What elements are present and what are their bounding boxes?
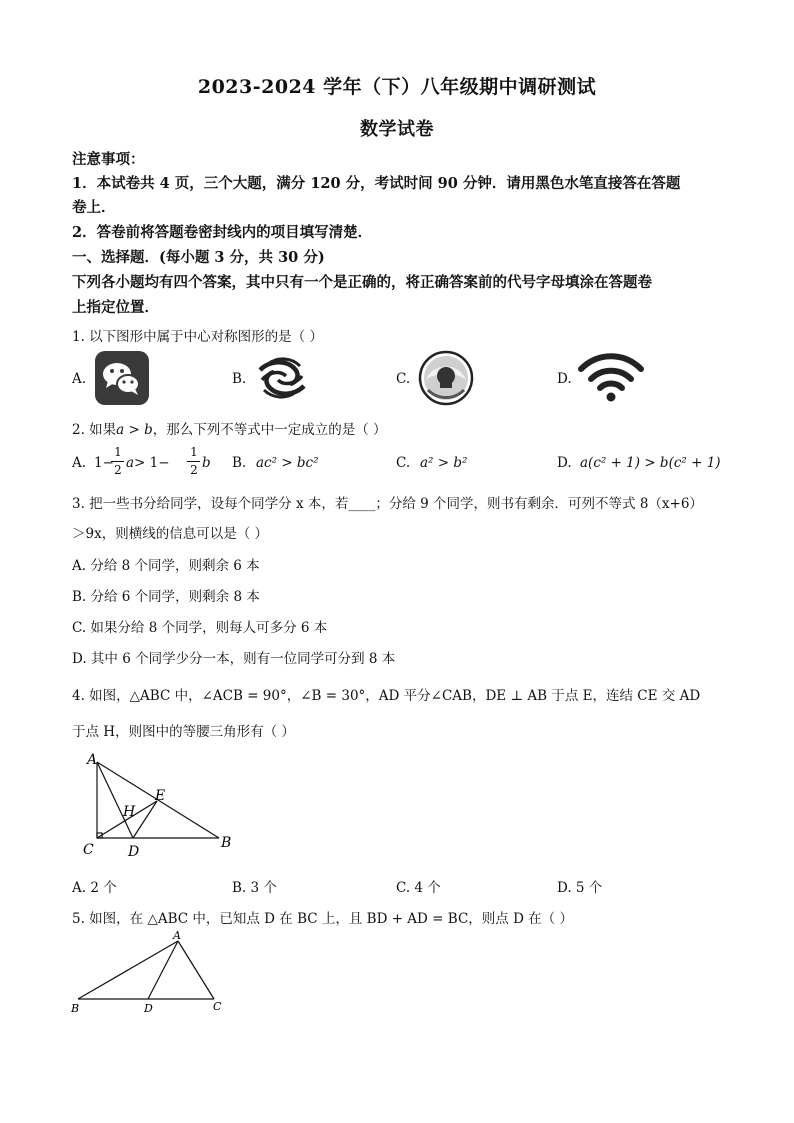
- q1-option-c-label: C.: [396, 371, 411, 387]
- q5-label-b: B: [71, 1002, 80, 1015]
- q4-line2: 于点 H，则图中的等腰三角形有（ ）: [72, 724, 295, 740]
- q3-option-c: C. 如果分给 8 个同学，则每人可多分 6 本: [72, 620, 328, 636]
- china-mobile-logo-icon: [254, 350, 310, 410]
- page-title: 2023-2024 学年（下）八年级期中调研测试: [197, 76, 597, 98]
- q2-stem-cond: a > b: [116, 422, 153, 438]
- wifi-icon: [578, 352, 644, 408]
- q5-triangle-figure: [66, 927, 236, 1023]
- q2-option-a-mid: > 1−: [134, 455, 170, 471]
- q3-line1: 3. 把一些书分给同学，设每个同学分 x 本，若____；分给 9 个同学，则书有剩余．可列不等式 8（x+6）: [72, 496, 703, 512]
- q2-option-a-one: 1−: [94, 455, 114, 471]
- notes-item1-line2: 卷上．: [72, 199, 116, 216]
- section1-heading: 一、选择题．(每小题 3 分，共 30 分): [72, 249, 325, 266]
- q5-label-a: A: [173, 929, 181, 942]
- q4-line1: 4. 如图，△ABC 中，∠ACB = 90°，∠B = 30°，AD 平分∠CAB，DE ⊥ AB 于点 E，连结 CE 交 AD: [72, 688, 701, 704]
- q3-option-d: D. 其中 6 个同学少分一本，则有一位同学可分到 8 本: [72, 651, 396, 667]
- q4-option-b: B. 3 个: [232, 880, 277, 896]
- q2-option-a-frac2-num: 1: [190, 445, 198, 459]
- q2-option-d: a(c² + 1) > b(c² + 1): [580, 455, 721, 471]
- q4-label-a: A: [87, 752, 98, 768]
- q2-option-b: ac² > bc²: [256, 455, 319, 471]
- q1-option-a-label: A.: [72, 371, 87, 387]
- round-emblem-icon: [418, 350, 474, 410]
- wechat-logo-icon: [94, 350, 150, 410]
- q2-stem-pre: 2. 如果: [72, 422, 117, 438]
- q4-label-e: E: [155, 788, 166, 804]
- q2-option-d-label: D.: [557, 455, 572, 471]
- q4-label-b: B: [221, 835, 232, 851]
- q2-option-a-frac1-num: 1: [114, 445, 122, 459]
- q4-option-c: C. 4 个: [396, 880, 441, 896]
- q4-label-h: H: [123, 804, 136, 820]
- q2-option-a-frac1-bar: [111, 461, 124, 462]
- q3-line2: ＞9x，则横线的信息可以是（ ）: [72, 526, 268, 542]
- q2-option-c-label: C.: [396, 455, 411, 471]
- q2-option-a-var-a: a: [126, 455, 135, 471]
- q2-stem: [72, 418, 387, 438]
- q5-label-c: C: [213, 1000, 222, 1013]
- notes-item2: 2．答卷前将答题卷密封线内的项目填写清楚．: [72, 224, 373, 241]
- notes-item1-line1: 1．本试卷共 4 页，三个大题，满分 120 分，考试时间 90 分钟．请用黑色水笔直接答在答题: [72, 175, 681, 192]
- q5-label-d: D: [144, 1002, 153, 1015]
- q2-option-a-label: A.: [72, 455, 87, 471]
- q3-option-a: A. 分给 8 个同学，则剩余 6 本: [72, 558, 260, 574]
- q4-triangle-figure: [75, 750, 245, 866]
- q1-option-d-label: D.: [557, 371, 572, 387]
- notes-heading: 注意事项：: [72, 151, 145, 168]
- q1-option-b-label: B.: [232, 371, 247, 387]
- q5-line1: 5. 如图，在 △ABC 中，已知点 D 在 BC 上，且 BD + AD = BC，则点 D 在（ ）: [72, 911, 573, 927]
- q2-option-a-frac2-den: 2: [190, 463, 198, 477]
- section1-instr-line2: 上指定位置．: [72, 299, 159, 316]
- q4-option-d: D. 5 个: [557, 880, 603, 896]
- q2-option-a-frac2-bar: [187, 461, 200, 462]
- q2-stem-post: ，那么下列不等式中一定成立的是（ ）: [152, 422, 387, 438]
- section1-instr-line1: 下列各小题均有四个答案，其中只有一个是正确的，将正确答案前的代号字母填涂在答题卷: [72, 274, 652, 291]
- q1-stem: 1. 以下图形中属于中心对称图形的是（ ）: [72, 329, 323, 345]
- q3-option-b: B. 分给 6 个同学，则剩余 8 本: [72, 589, 260, 605]
- page-subtitle: 数学试卷: [360, 119, 434, 140]
- q4-label-c: C: [83, 842, 94, 858]
- q2-option-c: a² > b²: [420, 455, 468, 471]
- q4-label-d: D: [128, 844, 140, 860]
- q2-option-a-frac1-den: 2: [114, 463, 122, 477]
- q2-option-b-label: B.: [232, 455, 247, 471]
- q2-option-a-var-b: b: [202, 455, 211, 471]
- q4-option-a: A. 2 个: [72, 880, 117, 896]
